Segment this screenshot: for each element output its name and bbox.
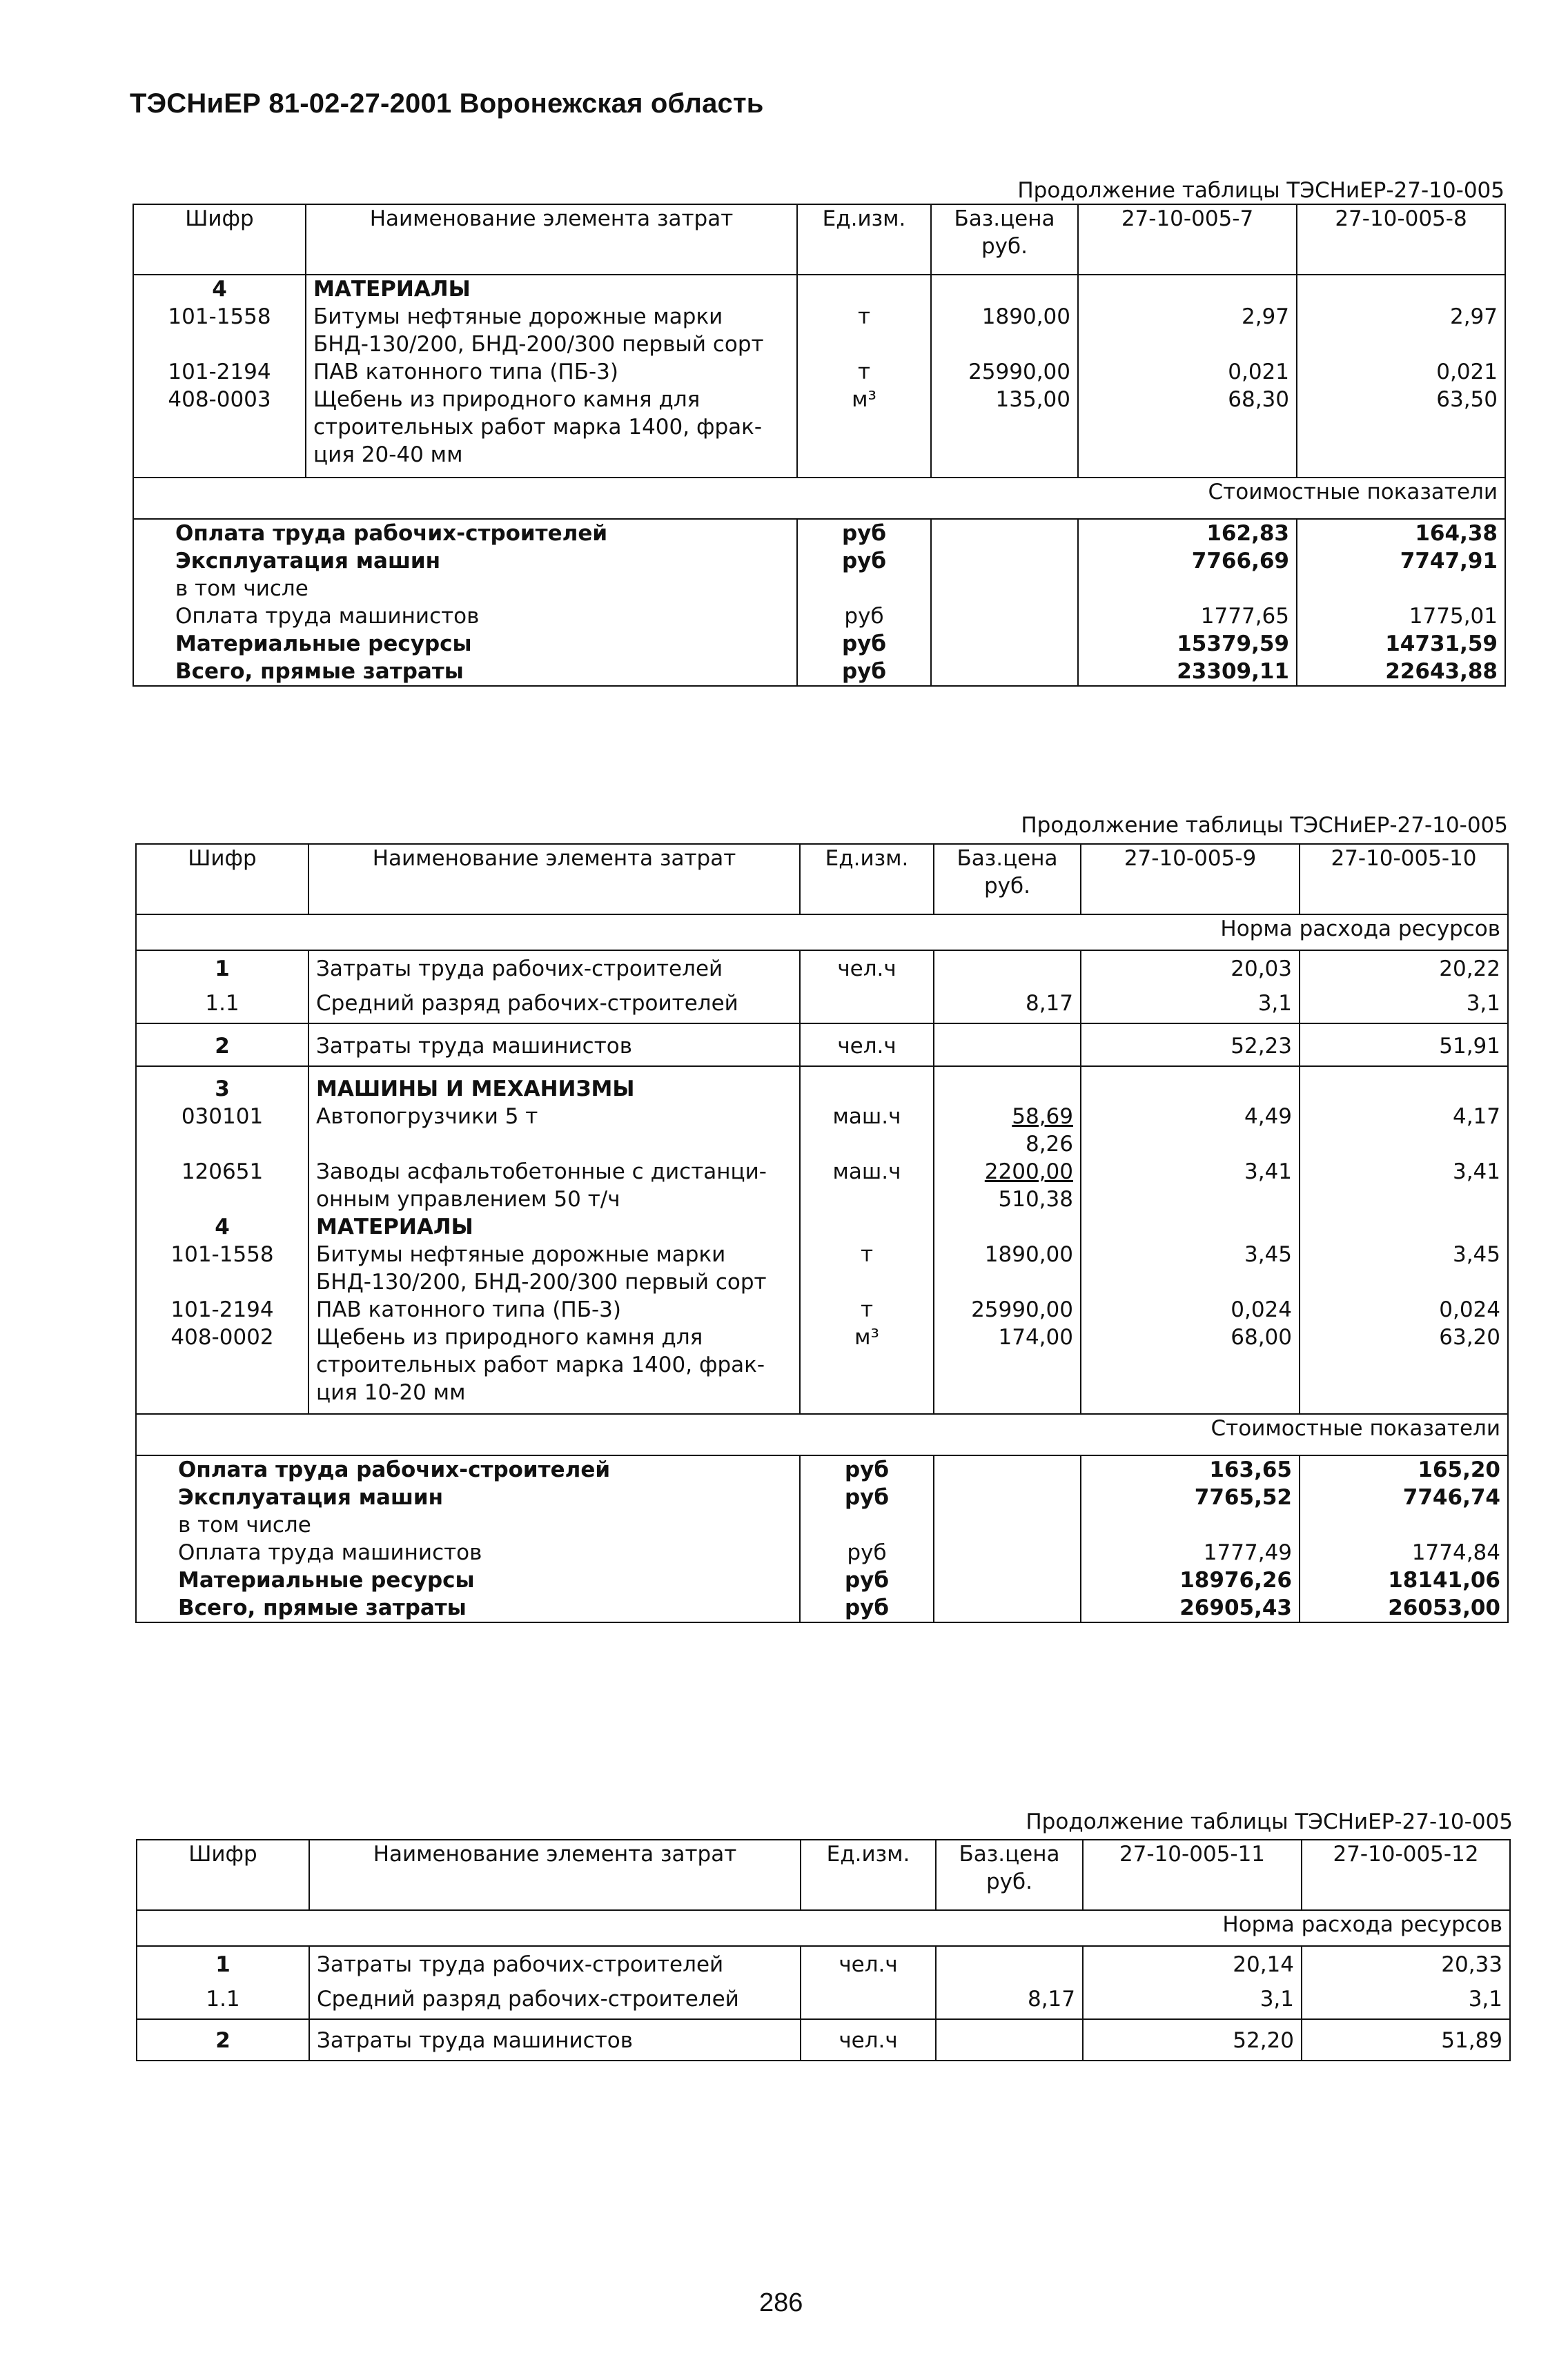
table-row: 1 Затраты труда рабочих-строителей чел.ч 20,03 20,22 (136, 950, 1508, 983)
resource-table-1 (133, 204, 1506, 687)
col-header-norm-b: 27-10-005-12 (1302, 1840, 1510, 1910)
summary-row: в том числе (136, 1511, 1508, 1539)
col-header-norm-a: 27-10-005-7 (1078, 204, 1297, 275)
table-row: 4 МАТЕРИАЛЫ (133, 275, 1505, 303)
table-row: 2 Затраты труда машинистов чел.ч 52,20 51,89 (137, 2019, 1510, 2061)
summary-row: Оплата труда машинистов руб 1777,65 1775,01 (133, 602, 1505, 630)
document-title: ТЭСНиЕР 81-02-27-2001 Воронежская область (130, 88, 764, 119)
summary-row: Оплата труда машинистов руб 1777,49 1774,84 (136, 1539, 1508, 1566)
table-row: 101-2194 ПАВ катонного типа (ПБ-3) т 25990,00 0,021 0,021 (133, 358, 1505, 386)
page-number: 286 (759, 2288, 803, 2317)
summary-row: Материальные ресурсы руб 15379,59 14731,59 (133, 630, 1505, 658)
col-header-code: Шифр (137, 1840, 309, 1910)
summary-row: Оплата труда рабочих-строителей руб 162,83 164,38 (133, 519, 1505, 547)
table-row: 408-0002 Щебень из природного камня для строительных работ марка 1400, фрак-ция 10-20 мм м³ 174,00 68,00 63,20 (136, 1324, 1508, 1414)
col-header-name: Наименование элемента затрат (306, 204, 797, 275)
col-header-unit: Ед.изм. (800, 844, 934, 914)
table-row: 101-1558 Битумы нефтяные дорожные марки БНД-130/200, БНД-200/300 первый сорт т 1890,00 3,45 3,45 (136, 1241, 1508, 1296)
summary-row: Оплата труда рабочих-строителей руб 163,65 165,20 (136, 1455, 1508, 1484)
summary-row: Всего, прямые затраты руб 26905,43 26053,00 (136, 1594, 1508, 1622)
table-row: 1.1 Средний разряд рабочих-строителей 8,17 3,1 3,1 (136, 983, 1508, 1023)
col-header-name: Наименование элемента затрат (309, 1840, 801, 1910)
col-header-price: Баз.цена руб. (936, 1840, 1083, 1910)
table-row: 1.1 Средний разряд рабочих-строителей 8,17 3,1 3,1 (137, 1978, 1510, 2019)
summary-row: Материальные ресурсы руб 18976,26 18141,06 (136, 1566, 1508, 1594)
table-row: 120651 Заводы асфальтобетонные с дистанци-онным управлением 50 т/ч маш.ч 2200,00 510,38 3,41 3,41 (136, 1158, 1508, 1213)
col-header-name: Наименование элемента затрат (308, 844, 800, 914)
table-row: 2 Затраты труда машинистов чел.ч 52,23 51,91 (136, 1023, 1508, 1066)
table-row: 030101 Автопогрузчики 5 т маш.ч 58,69 8,26 4,49 4,17 (136, 1103, 1508, 1158)
col-header-price: Баз.цена руб. (931, 204, 1078, 275)
col-header-norm-a: 27-10-005-11 (1083, 1840, 1302, 1910)
resource-table-2 (135, 843, 1509, 1623)
col-header-norm-b: 27-10-005-10 (1300, 844, 1508, 914)
table-row: 101-2194 ПАВ катонного типа (ПБ-3) т 25990,00 0,024 0,024 (136, 1296, 1508, 1324)
table-row: 4 МАТЕРИАЛЫ (136, 1213, 1508, 1241)
table-row: 1 Затраты труда рабочих-строителей чел.ч 20,14 20,33 (137, 1946, 1510, 1978)
col-header-code: Шифр (133, 204, 306, 275)
table-row: 408-0003 Щебень из природного камня для строительных работ марка 1400, фрак-ция 20-40 мм м³ 135,00 68,30 63,50 (133, 386, 1505, 478)
col-header-norm-a: 27-10-005-9 (1081, 844, 1300, 914)
col-header-unit: Ед.изм. (801, 1840, 936, 1910)
table-continuation-label: Продолжение таблицы ТЭСНиЕР-27-10-005 (1026, 1809, 1513, 1834)
table-row: 101-1558 Битумы нефтяные дорожные марки БНД-130/200, БНД-200/300 первый сорт т 1890,00 2,97 2,97 (133, 303, 1505, 358)
col-header-unit: Ед.изм. (797, 204, 931, 275)
table-continuation-label: Продолжение таблицы ТЭСНиЕР-27-10-005 (1017, 178, 1505, 203)
norm-band: Норма расхода ресурсов (137, 1910, 1510, 1946)
summary-row: Эксплуатация машин руб 7765,52 7746,74 (136, 1484, 1508, 1511)
col-header-price: Баз.цена руб. (934, 844, 1081, 914)
table-continuation-label: Продолжение таблицы ТЭСНиЕР-27-10-005 (1021, 813, 1508, 838)
col-header-code: Шифр (136, 844, 308, 914)
summary-row: в том числе (133, 575, 1505, 602)
summary-row: Эксплуатация машин руб 7766,69 7747,91 (133, 547, 1505, 575)
resource-table-3 (136, 1839, 1511, 2061)
table-row: 3 МАШИНЫ И МЕХАНИЗМЫ (136, 1066, 1508, 1103)
cost-band: Стоимостные показатели (133, 478, 1505, 519)
col-header-norm-b: 27-10-005-8 (1297, 204, 1505, 275)
norm-band: Норма расхода ресурсов (136, 914, 1508, 950)
cost-band: Стоимостные показатели (136, 1414, 1508, 1455)
summary-row: Всего, прямые затраты руб 23309,11 22643,88 (133, 658, 1505, 686)
